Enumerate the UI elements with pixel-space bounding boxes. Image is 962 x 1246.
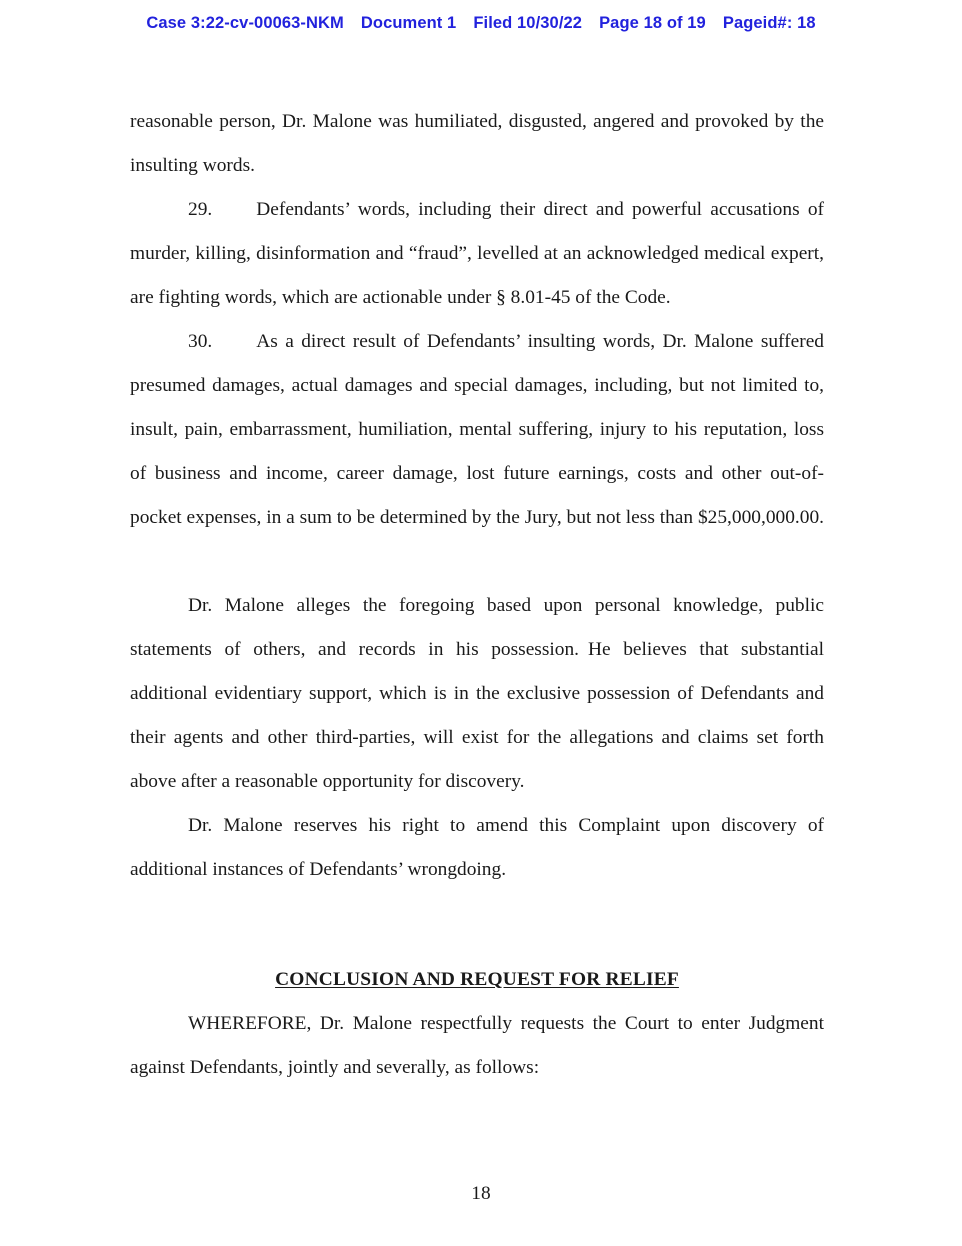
document-body <box>130 100 824 1090</box>
allegation-text-part2: He believes that substantial additional evidentiary support, which is in the exclusive possession of Defendants and their agents and other third-parties, will exist for the allegations and claims set forth above after a reasonable opportunity for discovery. <box>130 639 824 792</box>
continued-paragraph: reasonable person, Dr. Malone was humiliated, disgusted, angered and provoked by the insulting words. <box>130 111 824 176</box>
stamp-filed-date: Filed 10/30/22 <box>473 14 583 32</box>
stamp-case-number: Case 3:22-cv-00063-NKM <box>146 14 344 32</box>
stamp-page-of: Page 18 of 19 <box>599 14 706 32</box>
allegation-paragraph <box>130 584 824 804</box>
stamp-document-number: Document 1 <box>360 14 457 32</box>
conclusion-heading <box>130 958 824 1002</box>
numbered-paragraph-30 <box>130 320 824 540</box>
paragraph-text-30: As a direct result of Defendants’ insulting words, Dr. Malone suffered presumed damages, actual damages and special damages, including, but not limited to, insult, pain, embarrassment, humiliation, mental suffering, injury to his reputation, loss of business and income, career damage, lost future earnings, costs and other out-of-pocket expenses, in a sum to be determined by the Jury, but not less than $25,000,000.00. <box>130 331 824 528</box>
wherefore-paragraph: WHEREFORE, Dr. Malone respectfully requests the Court to enter Judgment against Defendants, jointly and severally, as follows: <box>130 1013 824 1078</box>
blank-line-spacer <box>130 892 824 936</box>
allegation-text-part1: Dr. Malone alleges the foregoing based upon personal knowledge, public statements of others, and records in his possession. <box>130 595 824 660</box>
blank-line-spacer <box>130 540 824 584</box>
amend-paragraph: Dr. Malone reserves his right to amend this Complaint upon discovery of additional instances of Defendants’ wrongdoing. <box>130 815 824 880</box>
blank-line-spacer <box>130 936 824 958</box>
conclusion-heading-text: CONCLUSION AND REQUEST FOR RELIEF <box>275 969 679 990</box>
stamp-pageid: Pageid#: 18 <box>722 14 816 32</box>
paragraph-number-30: 30. <box>188 331 213 352</box>
ecf-filing-stamp <box>0 14 962 33</box>
paragraph-text-29: Defendants’ words, including their direct and powerful accusations of murder, killing, disinformation and “fraud”, levelled at an acknowledged medical expert, are fighting words, which are actionable under § 8.01-45 of the Code. <box>130 199 824 308</box>
footer-page-number: 18 <box>471 1183 491 1204</box>
paragraph-number-29: 29. <box>188 199 213 220</box>
numbered-paragraph-29 <box>130 188 824 320</box>
